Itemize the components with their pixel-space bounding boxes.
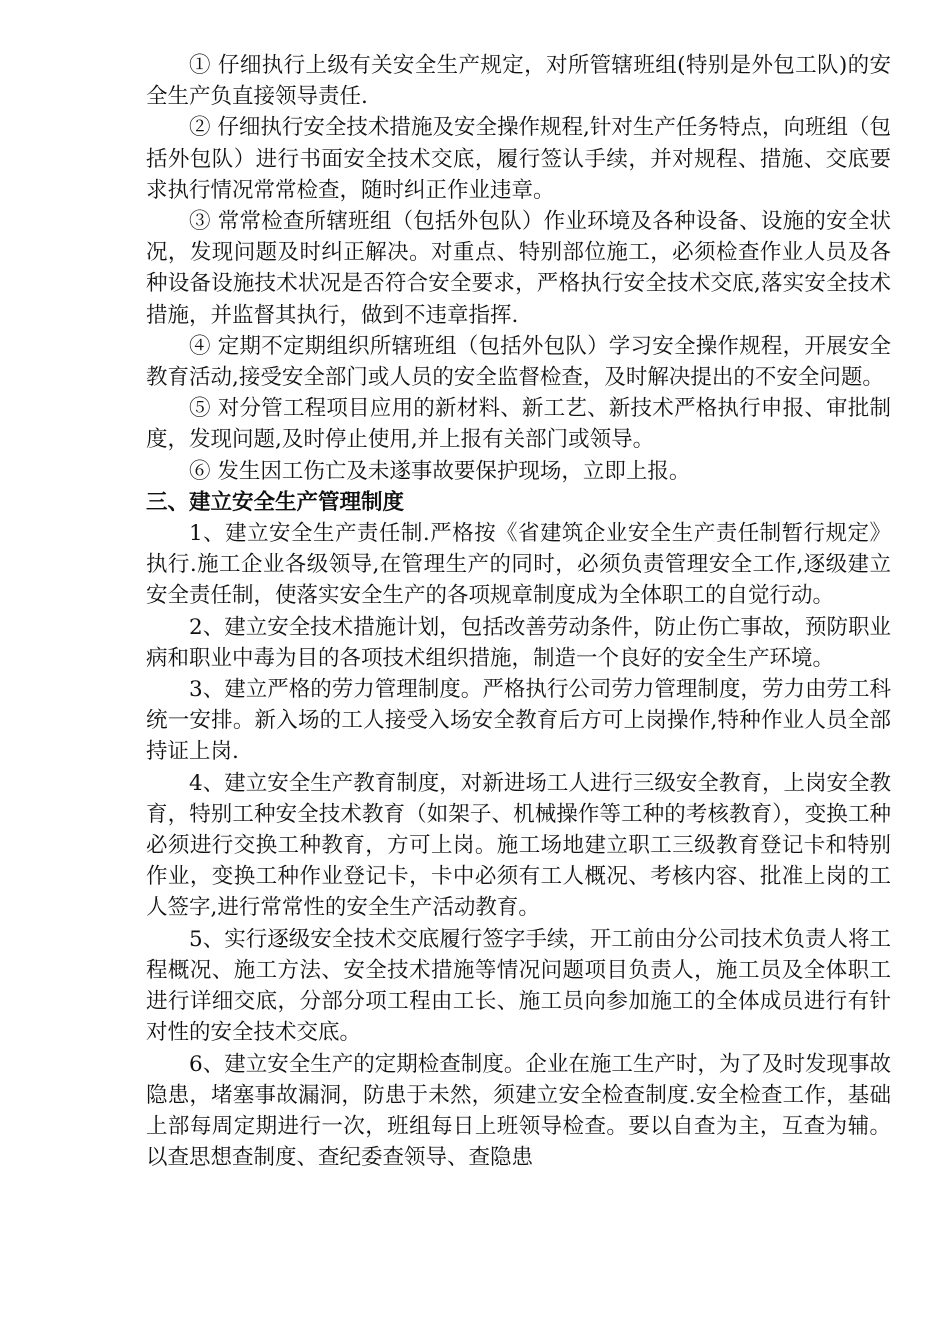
duty-item-2: ② 仔细执行安全技术措施及安全操作规程,针对生产任务特点，向班组（包括外包队）进行书面安全技术交底，履行签认手续，并对规程、措施、交底要求执行情况常常检查，随时纠正作业违章。 [146,115,891,203]
duty-item-1: ① 仔细执行上级有关安全生产规定，对所管辖班组(特别是外包工队)的安全生产负直接领导责任. [146,53,891,110]
duty-item-5: ⑤ 对分管工程项目应用的新材料、新工艺、新技术严格执行申报、审批制度，发现问题,及时停止使用,并上报有关部门或领导。 [146,396,891,453]
rule-paragraph-4: 4、建立安全生产教育制度，对新进场工人进行三级安全教育，上岗安全教育，特别工种安全技术教育（如架子、机械操作等工种的考核教育），变换工种必须进行交换工种教育，方可上岗。施工场地建立职工三级教育登记卡和特别作业，变换工种作业登记卡，卡中必须有工人概况、考核内容、批准上岗的工人签字,进行常常性的安全生产活动教育。 [146,770,891,921]
duty-item-4: ④ 定期不定期组织所辖班组（包括外包队）学习安全操作规程，开展安全教育活动,接受安全部门或人员的安全监督检查，及时解决提出的不安全问题。 [146,333,891,391]
rule-paragraph-5: 5、实行逐级安全技术交底履行签字手续，开工前由分公司技术负责人将工程概况、施工方法、安全技术措施等情况问题项目负责人，施工员及全体职工进行详细交底，分部分项工程由工长、施工员向参加施工的全体成员进行有针对性的安全技术交底。 [146,926,891,1046]
document-body [146,50,891,1173]
duty-item-6: ⑥ 发生因工伤亡及未遂事故要保护现场，立即上报。 [189,458,691,484]
section-heading: 三、建立安全生产管理制度 [146,489,405,515]
duty-item-3: ③ 常常检查所辖班组（包括外包队）作业环境及各种设备、设施的安全状况，发现问题及时纠正解决。对重点、特别部位施工，必须检查作业人员及各种设备设施技术状况是否符合安全要求，严格执行安全技术交底,落实安全技术措施，并监督其执行，做到不违章指挥. [146,209,891,328]
rule-paragraph-3: 3、建立严格的劳力管理制度。严格执行公司劳力管理制度，劳力由劳工科统一安排。新入场的工人接受入场安全教育后方可上岗操作,特种作业人员全部持证上岗. [146,677,891,765]
rule-paragraph-6: 6、建立安全生产的定期检查制度。企业在施工生产时，为了及时发现事故隐患，堵塞事故漏洞，防患于未然，须建立安全检查制度.安全检查工作，基础上部每周定期进行一次，班组每日上班领导检查。要以自查为主，互查为辅。以查思想查制度、查纪委查领导、查隐患 [146,1051,891,1171]
rule-paragraph-2: 2、建立安全技术措施计划，包括改善劳动条件，防止伤亡事故，预防职业病和职业中毒为目的各项技术组织措施，制造一个良好的安全生产环境。 [146,614,891,671]
rule-paragraph-1: 1、建立安全生产责任制.严格按《省建筑企业安全生产责任制暂行规定》执行.施工企业各级领导,在管理生产的同时，必须负责管理安全工作,逐级建立安全责任制，使落实安全生产的各项规章制度成为全体职工的自觉行动。 [146,521,891,609]
